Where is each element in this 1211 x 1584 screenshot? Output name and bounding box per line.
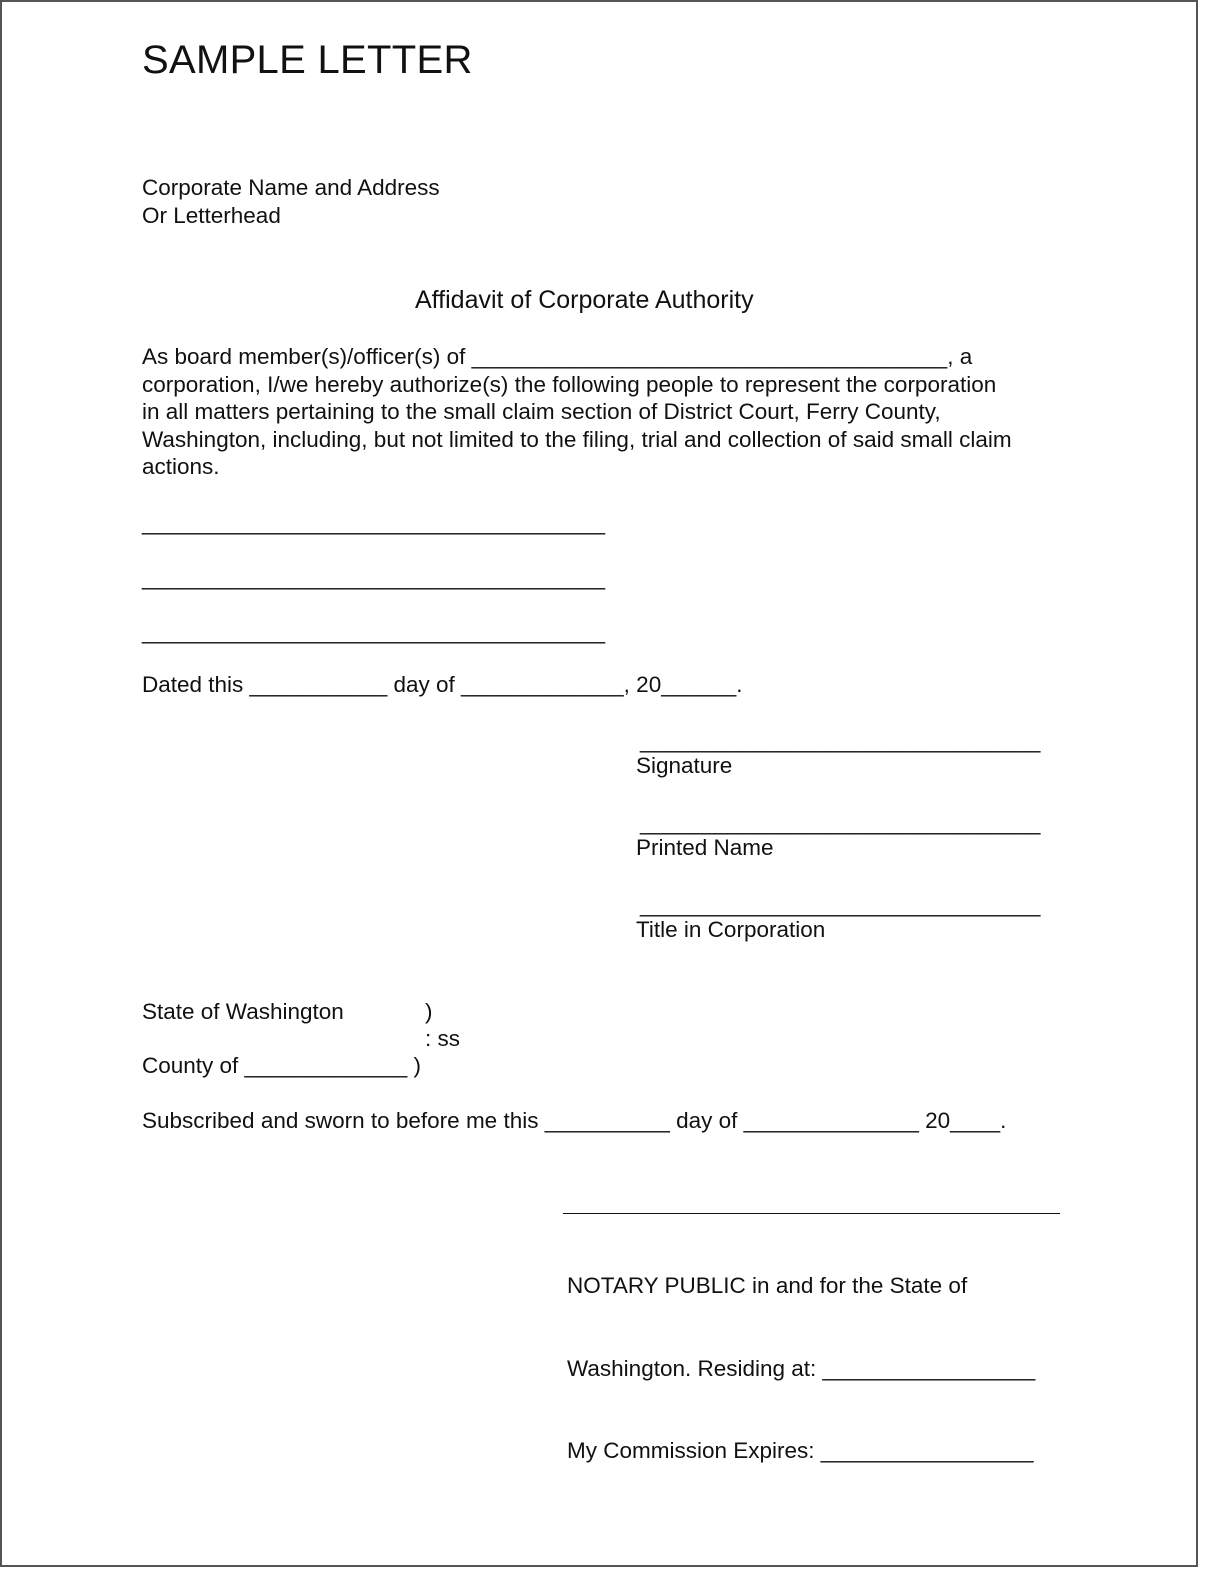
venue-county: County of _____________ ) [142,1053,421,1078]
notary-line-1: NOTARY PUBLIC in and for the State of [567,1273,968,1298]
paragraph-line: As board member(s)/officer(s) of ______________________________________, a [142,344,973,369]
notary-line-3: My Commission Expires: _________________ [567,1438,1034,1463]
notary-block [567,1217,1035,1520]
letterhead-line-1: Corporate Name and Address [142,175,440,200]
printed-name-label: Printed Name [636,835,774,860]
venue-ss: : ss [425,1026,461,1051]
affidavit-title: Affidavit of Corporate Authority [415,286,754,314]
title-label: Title in Corporation [636,917,826,942]
representative-line-2: _____________________________________ [142,565,605,590]
venue-state: State of Washington [142,999,344,1024]
document-heading: SAMPLE LETTER [142,38,473,82]
authorization-paragraph [142,343,1062,481]
representative-line-3: _____________________________________ [142,619,605,644]
notary-signature-rule [563,1213,1060,1214]
signature-line: ________________________________ [640,728,1041,753]
paragraph-line: in all matters pertaining to the small claim section of District Court, Ferry County, [142,399,941,424]
signature-label: Signature [636,753,733,778]
notary-line-2: Washington. Residing at: _________________ [567,1355,1036,1381]
title-line: ________________________________ [640,892,1041,917]
venue-paren: ) [425,999,433,1024]
letterhead-line-2: Or Letterhead [142,203,281,228]
printed-name-line: ________________________________ [640,810,1041,835]
paragraph-line: Washington, including, but not limited to the filing, trial and collection of said small claim [142,426,1012,452]
sworn-line: Subscribed and sworn to before me this __________ day of ______________ 20____. [142,1108,1007,1133]
representative-line-1: _____________________________________ [142,510,605,535]
paragraph-line: actions. [142,454,220,479]
paragraph-line: corporation, I/we hereby authorize(s) the following people to represent the corporation [142,371,997,397]
dated-line: Dated this ___________ day of _____________, 20______. [142,672,743,697]
